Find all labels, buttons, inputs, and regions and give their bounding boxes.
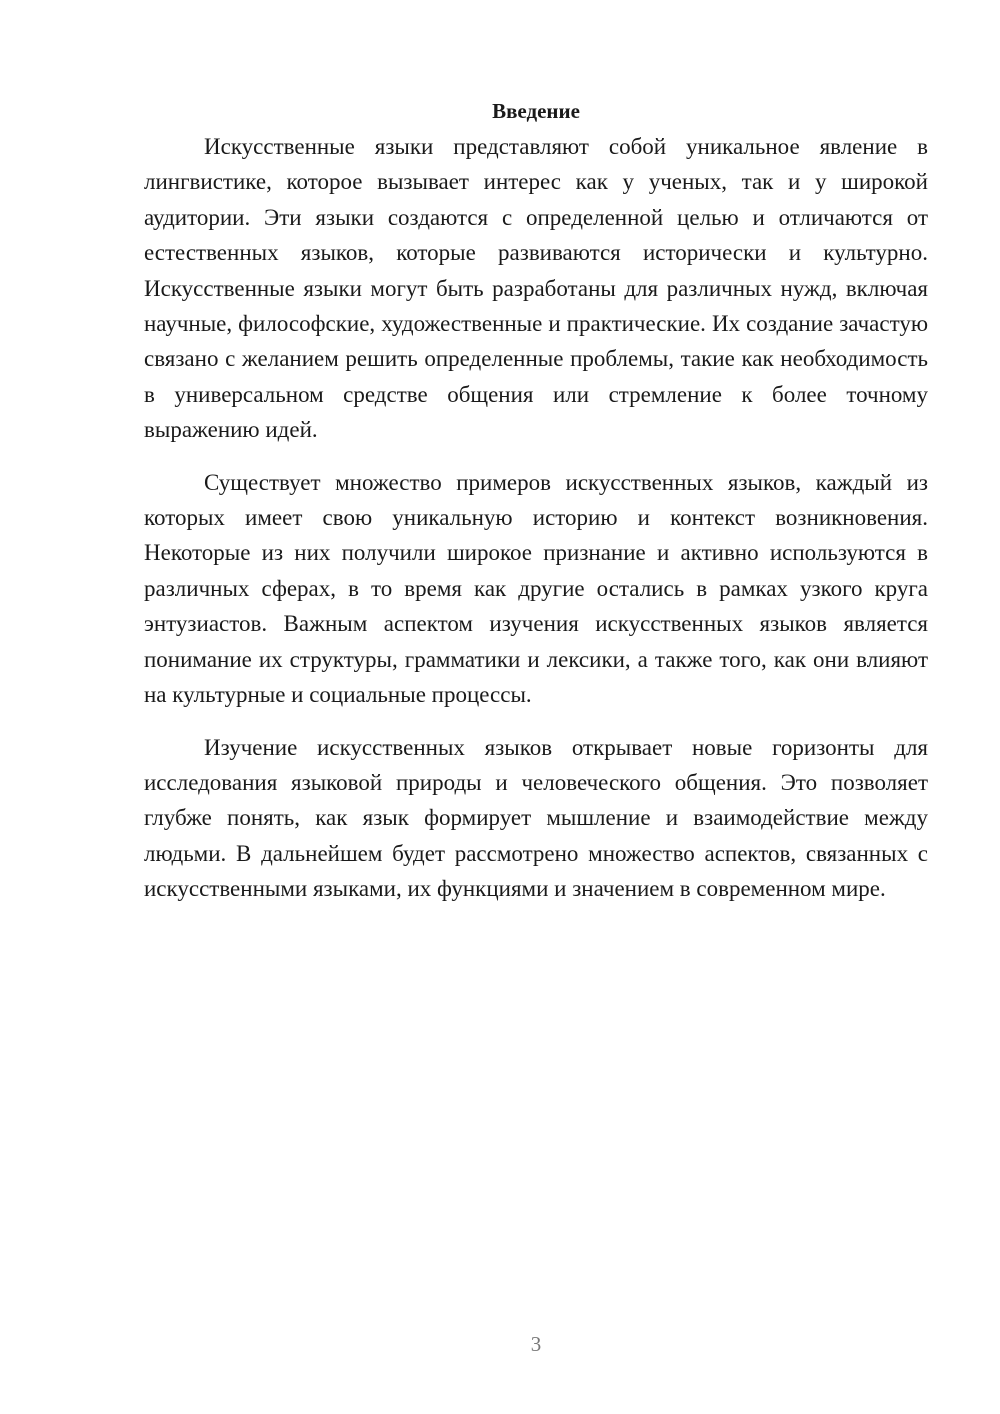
paragraph-1: Искусственные языки представляют собой уникальное явление в лингвистике, которое вызывает интерес как у ученых, так и у широкой аудитории. Эти языки создаются с определенной целью и отличаются от естественных языков, которые развиваются исторически и культурно. Искусственные языки могут быть разработаны для различных нужд, включая научные, философские, художественные и практические. Их создание зачастую связано с желанием решить определенные проблемы, такие как необходимость в универсальном средстве общения или стремление к более точному выражению идей. [144, 134, 928, 443]
page-number: 3 [530, 1332, 542, 1356]
section-title: Введение [492, 99, 580, 123]
paragraph-2: Существует множество примеров искусственных языков, каждый из которых имеет свою уникальную историю и контекст возникновения. Некоторые из них получили широкое признание и активно используются в различных сферах, в то время как другие остались в рамках узкого круга энтузиастов. Важным аспектом изучения искусственных языков является понимание их структуры, грамматики и лексики, а также того, как они влияют на культурные и социальные процессы. [144, 469, 928, 708]
paragraph-3: Изучение искусственных языков открывает новые горизонты для исследования языковой природы и человеческого общения. Это позволяет глубже понять, как язык формирует мышление и взаимодействие между людьми. В дальнейшем будет рассмотрено множество аспектов, связанных с искусственными языками, их функциями и значением в современном мире. [144, 734, 928, 902]
page-content [144, 94, 928, 907]
